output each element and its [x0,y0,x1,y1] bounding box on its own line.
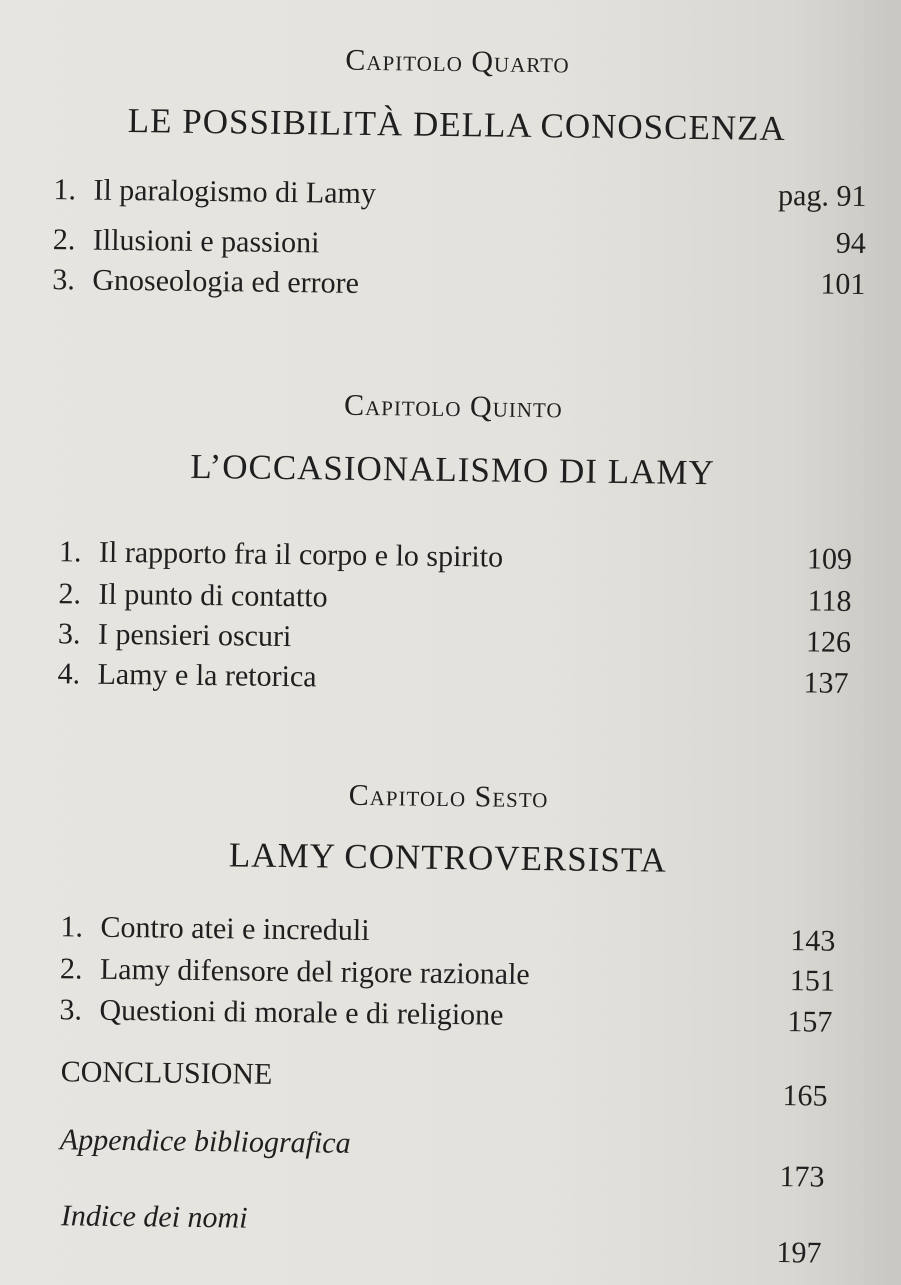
entry-number: 2. [59,952,83,986]
chapter-5-entry-4-page: 137 [803,666,849,700]
chapter-5-entry-3 [58,617,292,654]
chapter-5-title: L’OCCASIONALISMO DI LAMY [190,446,715,493]
entry-title: Lamy e la retorica [97,657,317,694]
entry-number: 3. [57,617,81,651]
chapter-6-entry-3-page: 157 [787,1005,833,1039]
conclusion-page: 165 [782,1079,828,1113]
chapter-6-entry-2-page: 151 [789,964,836,998]
chapter-6-entry-1 [60,910,369,948]
entry-number: 3. [52,263,76,297]
entry-title: I pensieri oscuri [97,617,292,654]
chapter-4-entry-2 [53,223,320,260]
entry-number: 4. [57,657,81,691]
chapter-5-entry-2 [58,577,328,614]
chapter-5-entry-2-page: 118 [807,584,852,618]
chapter-5-entry-1-page: 109 [806,542,853,576]
bibliography-appendix-page: 173 [779,1160,825,1194]
entry-title: Questioni di morale e di religione [99,993,504,1032]
chapter-4-entry-1 [53,173,376,211]
chapter-5-label: Capitolo Quinto [343,388,563,425]
entry-title: Gnoseologia ed errore [92,263,360,300]
entry-number: 1. [60,910,84,944]
chapter-4-entry-1-page: pag. 91 [777,178,867,214]
entry-title: Lamy difensore del rigore razionale [99,952,530,991]
name-index-page: 197 [776,1236,822,1270]
entry-title: Illusioni e passioni [92,223,320,260]
chapter-4-entry-2-page: 94 [835,226,867,261]
entry-number: 1. [53,173,77,207]
chapter-5-entry-3-page: 126 [805,625,852,659]
chapter-6-entry-3 [59,993,503,1032]
entry-number: 3. [59,993,83,1027]
entry-title: Contro atei e increduli [100,910,370,948]
chapter-6-title: LAMY CONTROVERSISTA [228,835,667,880]
chapter-4-title: LE POSSIBILITÀ DELLA CONOSCENZA [127,101,787,149]
entry-number: 1. [58,535,82,569]
entry-number: 2. [58,577,82,611]
entry-title: Il punto di contatto [98,577,328,614]
chapter-6-entry-1-page: 143 [790,924,836,958]
chapter-5-entry-4 [57,657,316,694]
entry-title: Il paralogismo di Lamy [93,173,377,211]
chapter-5-entry-1 [59,535,503,574]
chapter-4-entry-3-page: 101 [820,267,866,302]
chapter-4-entry-3 [52,263,359,301]
bibliography-appendix-entry: Appendice bibliografica [59,1123,351,1160]
name-index-entry: Indice dei nomi [60,1199,248,1235]
chapter-6-label: Capitolo Sesto [348,778,549,815]
chapter-4-label: Capitolo Quarto [345,43,570,80]
conclusion-heading: CONCLUSIONE [60,1055,273,1091]
entry-title: Il rapporto fra il corpo e lo spirito [98,535,504,574]
entry-number: 2. [52,223,76,257]
chapter-6-entry-2 [60,952,530,992]
